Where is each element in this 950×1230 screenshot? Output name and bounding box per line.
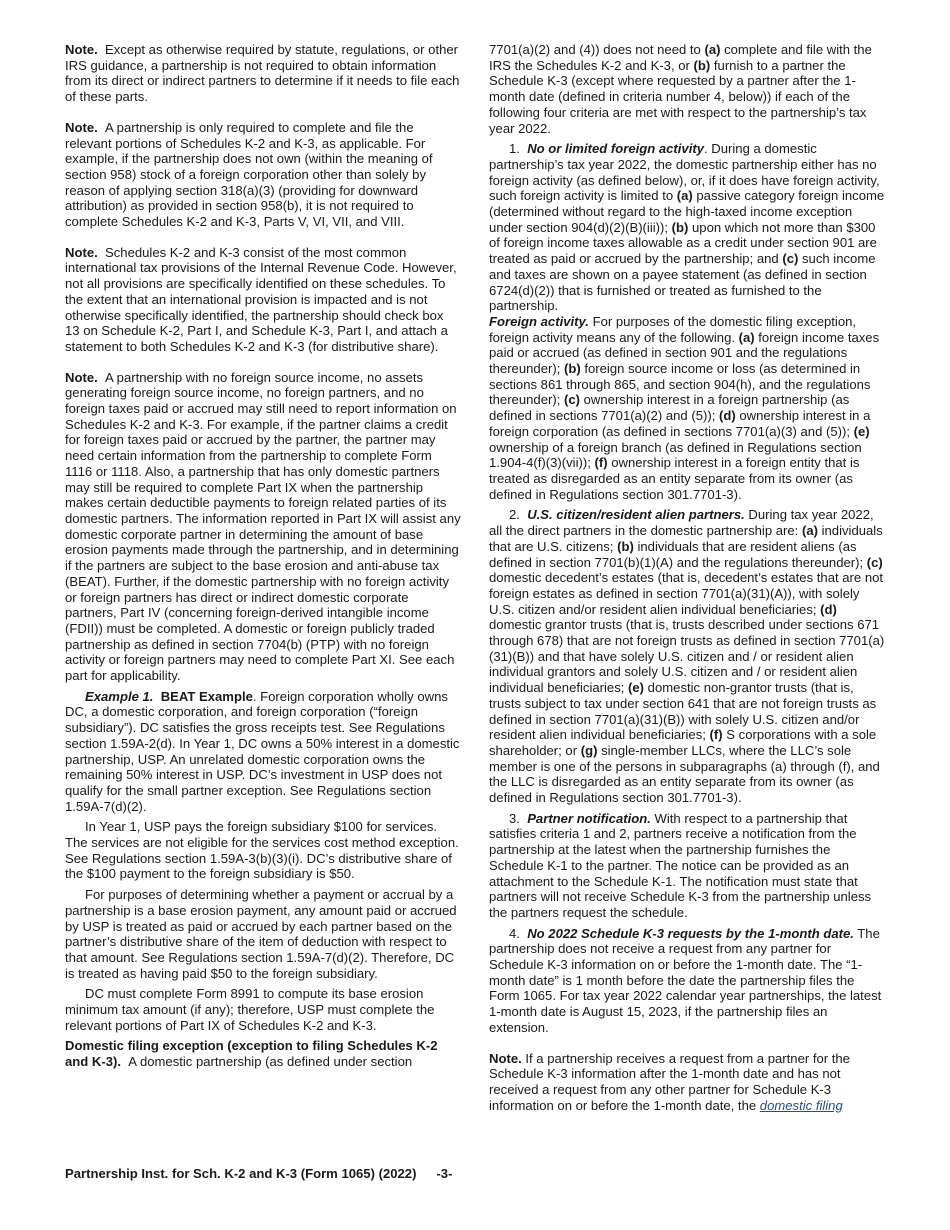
criteria-number: 1. xyxy=(509,141,520,157)
criteria-4-paragraph: 4. No 2022 Schedule K-3 requests by the 1-month date. The partnership does not receive a request from any partner for Schedule K-3 information on or before the 1-month date. The “1-month date” is 1 month before the date the partnership files the Form 1065. For tax year 2022 calendar year partnerships, the latest 1-month date is August 15, 2023, if the partnership files an extension. xyxy=(489,925,882,1035)
page-footer xyxy=(65,1166,665,1182)
note-lead: Note. xyxy=(65,369,98,385)
foreign-activity-paragraph: Foreign activity. For purposes of the domestic filing exception, foreign activity means any of the following. (a) foreign income taxes paid or accrued (as defined in section 901 and the regulations thereunder); (b) foreign source income or loss (as determined in sections 861 through 865, and section 904(h), and the regulations thereunder); (c) ownership interest in a foreign partnership (as defined in sections 7701(a)(2) and (5)); (d) ownership interest in a foreign corporation (as defined in sections 7701(a)(3) and (5)); (e) ownership of a foreign branch (as defined in Regulations section 1.904-4(f)(3)(vii)); (f) ownership interest in a foreign entity that is treated as disregarded as an entity separate from its owner (as defined in Regulations section 301.7701-3). xyxy=(489,313,880,502)
criteria-1-paragraph: 1. No or limited foreign activity. During a domestic partnership’s tax year 2022, the domestic partnership either has no foreign activity (as defined below), or, if it does have foreign activity, such foreign activity is limited to (a) passive category foreign income (determined without regard to the high-taxed income exception under section 904(d)(2)(B)(iii)); (b) upon which not more than $300 of foreign income taxes allowable as a credit under section 901 are treated as paid or accrued by the partnership; and (c) such income and taxes are shown on a payee statement (as defined in section 6724(d)(2)) that is furnished or treated as furnished to the partnership. xyxy=(489,141,885,314)
domestic-filing-exception-paragraph xyxy=(65,1038,461,1069)
note-paragraph xyxy=(65,120,461,230)
section-lead: Domestic filing exception (exception to filing Schedules K-2 and K-3). xyxy=(65,1038,438,1070)
example-paragraph xyxy=(65,689,461,815)
criteria-number: 3. xyxy=(509,810,520,826)
criteria-number: 2. xyxy=(509,507,520,523)
example-paragraph: In Year 1, USP pays the foreign subsidiary $100 for services. The services are not eligible for the services cost method exception. See Regulations section 1.59A-3(b)(3)(i). DC’s distributive share of the $100 payment to the foreign subsidiary is $50. xyxy=(65,819,459,882)
criteria-number: 4. xyxy=(509,925,520,941)
example-paragraph: For purposes of determining whether a payment or accrual by a partnership is a base erosion payment, any amount paid or accrued by USP is treated as paid or accrued by each partner based on the partner’s distributive share of the item of deduction with respect to that amount. See Regulations section 1.59A-7(d)(2). Therefore, DC is treated as having paid $50 to the foreign subsidiary. xyxy=(65,887,457,981)
criteria-title: No or limited foreign activity xyxy=(527,141,704,157)
example-paragraph: DC must complete Form 8991 to compute its base erosion minimum tax amount (if any); therefore, USP must complete the relevant portions of Part IX of Schedules K-2 and K-3. xyxy=(65,986,435,1033)
paragraph-text: Except as otherwise required by statute, regulations, or other IRS guidance, a partnership is not required to obtain information from its direct or indirect partners to determine if it needs to file each of these parts. xyxy=(65,42,460,105)
criteria-title: U.S. citizen/resident alien partners. xyxy=(527,507,745,523)
note-paragraph xyxy=(65,42,461,105)
note-lead: Note. xyxy=(65,42,98,57)
criteria-title: No 2022 Schedule K-3 requests by the 1-month date. xyxy=(527,925,854,941)
page-number: -3- xyxy=(436,1166,453,1181)
note-paragraph: Note. If a partnership receives a request from a partner for the Schedule K-3 information after the 1-month date and has not received a request from any other partner for Schedule K-3 information on or before the 1-month date, the domestic filing xyxy=(489,1050,850,1113)
note-paragraph xyxy=(65,370,461,684)
continued-paragraph: 7701(a)(2) and (4)) does not need to (a) complete and file with the IRS the Schedules K-2 and K-3, or (b) furnish to a partner the Schedule K-3 (except where requested by a partner after the 1-month date (defined in criteria number 4, below)) if each of the following four criteria are met with respect to the partnership’s tax year 2022. xyxy=(489,42,872,136)
domestic-filing-link[interactable]: domestic filing xyxy=(759,1097,843,1113)
criteria-title: Partner notification. xyxy=(527,810,651,826)
paragraph-text: A partnership is only required to complete and file the relevant portions of Schedules K-2 and K-3, as applicable. For example, if the partnership does not own (within the meaning of section 958) stock of a foreign corporation other than solely by reason of applying section 318(a)(3) (providing for downward attribution) as provided in section 958(b), it is not required to complete Schedules K-2 and K-3, Parts V, VI, VII, and VIII. xyxy=(65,119,433,230)
right-column xyxy=(489,42,885,1113)
criteria-2-paragraph: 2. U.S. citizen/resident alien partners. During tax year 2022, all the direct partners in the domestic partnership are: (a) individuals that are U.S. citizens; (b) individuals that are resident aliens (as defined in section 7701(b)(1)(A) and the regulations thereunder); (c) domestic decedent’s estates (that is, decedent’s estates that are not foreign estates as defined in section 7701(a)(31)(A)), with solely U.S. citizen and/or resident alien individual beneficiaries; (d) domestic grantor trusts (that is, trusts described under sections 671 through 678) that are not foreign trusts as defined in section 7701(a)(31)(B)) and that have solely U.S. citizen and / or resident alien individual grantors and solely U.S. citizen and / or resident alien individual beneficiaries; (e) domestic non-grantor trusts (that is, trusts subject to tax under section 641 that are not foreign trusts as defined in section 7701(a)(31)(B)) with solely U.S. citizen and/or resident alien individual beneficiaries; (f) S corporations with a sole shareholder; or (g) single-member LLCs, where the LLC’s sole member is one of the persons in subparagraphs (a) through (f), and the LLC is disregarded as an entity separate from its owner (as defined in Regulations section 301.7701-3). xyxy=(489,507,885,806)
footer-title: Partnership Inst. for Sch. K-2 and K-3 (Form 1065) (2022) xyxy=(65,1166,417,1181)
paragraph-text: A domestic partnership (as defined under section xyxy=(128,1054,413,1070)
note-paragraph xyxy=(65,245,461,355)
example-title: BEAT Example xyxy=(160,688,253,704)
criteria-3-paragraph: 3. Partner notification. With respect to a partnership that satisfies criteria 1 and 2, partners receive a notification from the partnership at the latest when the partnership furnishes the Schedule K-1 to the partner. The notice can be provided as an attachment to the Schedule K-1. The notification must state that partners will not receive Schedule K-3 from the partnership unless the partners request the schedule. xyxy=(489,810,872,920)
note-lead: Note. xyxy=(65,119,98,135)
paragraph-text: A partnership with no foreign source income, no assets generating foreign source income, no foreign partners, and no foreign taxes paid or accrued may still need to report information on Schedules K-2 and K-3. For example, if the partner claims a credit for foreign taxes paid or accrued by the partner, the partner may need certain information from the partnership to complete Form 1116 or 1118. Also, a partnership that has only domestic partners may still be required to complete Part IX when the partnership makes certain deductible payments to foreign related parties of its domestic partners. The information reported in Part IX will assist any domestic corporate partner in determining the amount of base erosion payments made through the partnership, and in determining if the partners are subject to the base erosion and anti-abuse tax (BEAT). Further, if the domestic partnership with no foreign activity or foreign partners has direct or indirect domestic corporate partners, Part IV (concerning foreign-derived intangible income (FDII)) must be completed. A domestic or foreign publicly traded partnership as defined in section 7704(b) (PTP) with no foreign activity or foreign partners may need to complete Part XI. See each part for applicability. xyxy=(65,369,461,684)
note-lead: Note. xyxy=(489,1050,522,1066)
paragraph-text: Schedules K-2 and K-3 consist of the most common international tax provisions of the Internal Revenue Code. However, not all provisions are specifically identified on these schedules. To the extent that an international provision is impacted and is not otherwise specifically identified, the partnership should check box 13 on Schedule K-2, Part I, and Schedule K-3, Part I, and attach a statement to both Schedules K-2 and K-3 (for distributive share). xyxy=(65,244,457,354)
example-lead: Example 1. xyxy=(85,688,154,704)
definition-title: Foreign activity. xyxy=(489,313,589,329)
note-lead: Note. xyxy=(65,244,98,260)
paragraph-text: . Foreign corporation wholly owns DC, a domestic corporation, and foreign corporation (“foreign subsidiary”). DC satisfies the gross receipts test. See Regulations section 1.59A-2(d). In Year 1, DC owns a 50% interest in a domestic partnership, USP. An unrelated domestic corporation owns the remaining 50% interest in USP. DC’s investment in USP does not qualify for the small partner exception. See Regulations section 1.59A-7(d)(2). xyxy=(65,688,460,814)
left-column xyxy=(65,42,461,1070)
